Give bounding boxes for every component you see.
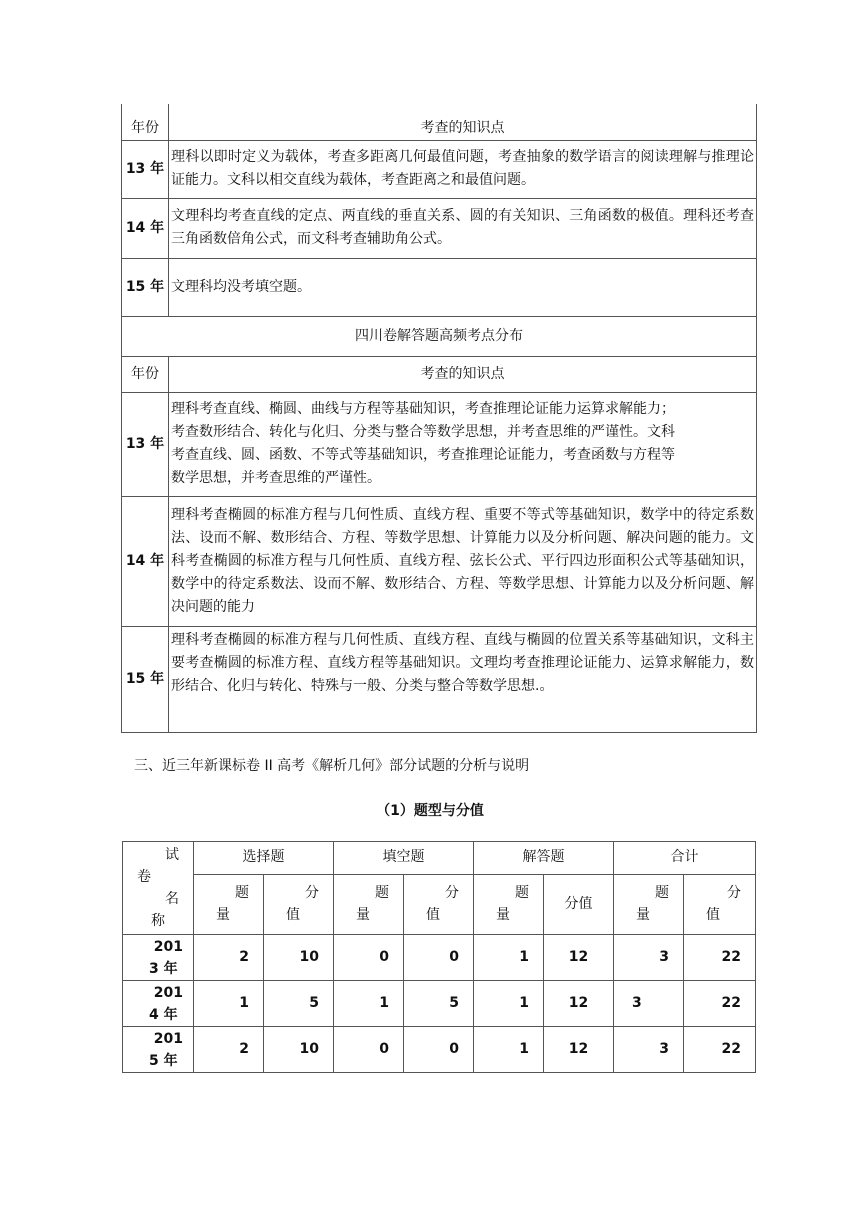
cell-value: 22 (684, 1027, 756, 1073)
score-header (264, 874, 334, 934)
header-knowledge-points: 考查的知识点 (169, 356, 757, 392)
table-row (122, 140, 757, 198)
cell-value: 22 (684, 981, 756, 1027)
label-char: 分 (305, 885, 319, 902)
score-header: 分值 (544, 874, 614, 934)
group-free-response: 解答题 (474, 842, 614, 875)
row-year: 14 年 (122, 198, 169, 258)
cell-value: 10 (264, 1027, 334, 1073)
label-char: 量 (636, 907, 650, 924)
row-year: 15 年 (122, 626, 169, 732)
cell-value: 3 (614, 981, 684, 1027)
table-row (123, 1027, 756, 1073)
cell-value: 12 (544, 981, 614, 1027)
cell-value: 2 (194, 1027, 264, 1073)
section-title-row (122, 316, 757, 356)
group-fill-blank: 填空题 (334, 842, 474, 875)
row-text (169, 392, 757, 496)
label-char: 题 (655, 885, 669, 902)
cell-value: 1 (474, 1027, 544, 1073)
text-line: 考查直线、圆、函数、不等式等基础知识，考查推理论证能力，考查函数与方程等 (171, 447, 675, 463)
row-year (123, 935, 194, 981)
row-text: 理科考查椭圆的标准方程与几何性质、直线方程、直线与椭圆的位置关系等基础知识，文科主要考查椭圆的标准方程、直线方程等基础知识。文理均考查推理论证能力、运算求解能力，数形结合、化归与转化、特殊与一般、分类与整合等数学思想.。 (169, 626, 757, 732)
year-part: 201 (153, 938, 183, 955)
label-char: 量 (496, 907, 510, 924)
table-row (122, 258, 757, 316)
row-text: 理科以即时定义为载体，考查多距离几何最值问题，考查抽象的数学语言的阅读理解与推理论证能力。文科以相交直线为载体，考查距离之和最值问题。 (169, 140, 757, 198)
label-char: 分 (445, 885, 459, 902)
cell-value: 0 (404, 935, 474, 981)
corner-char: 卷 (137, 869, 151, 885)
knowledge-points-table (121, 104, 757, 733)
paper-name-header (123, 842, 194, 935)
score-header-row (123, 842, 756, 875)
header-year: 年份 (122, 356, 169, 392)
qty-header (614, 874, 684, 934)
label-char: 量 (356, 907, 370, 924)
header-knowledge-points: 考查的知识点 (169, 104, 757, 140)
row-text: 文理科均没考填空题。 (169, 258, 757, 316)
label-char: 分 (727, 885, 741, 902)
cell-value: 12 (544, 935, 614, 981)
label-char: 量 (216, 907, 230, 924)
header-year: 年份 (122, 104, 169, 140)
cell-value: 1 (194, 981, 264, 1027)
table-row (122, 198, 757, 258)
label-char: 题 (515, 885, 529, 902)
year-part: 5 年 (149, 1052, 178, 1069)
cell-value: 0 (404, 1027, 474, 1073)
row-text: 理科考查椭圆的标准方程与几何性质、直线方程、重要不等式等基础知识，数学中的待定系数法、设而不解、数形结合、方程、等数学思想、计算能力以及分析问题、解决问题的能力。文科考查椭圆的标准方程与几何性质、直线方程、弦长公式、平行四边形面积公式等基础知识，数学中的待定系数法、设而不解、数形结合、方程、等数学思想、计算能力以及分析问题、解决问题的能力 (169, 496, 757, 626)
year-part: 3 年 (149, 960, 178, 977)
label-char: 题 (375, 885, 389, 902)
section-heading: 三、近三年新课标卷 II 高考《解析几何》部分试题的分析与说明 (134, 758, 530, 774)
row-text: 文理科均考查直线的定点、两直线的垂直关系、圆的有关知识、三角函数的极值。理科还考查三角函数倍角公式，而文科考查辅助角公式。 (169, 198, 757, 258)
qty-header (474, 874, 544, 934)
year-part: 201 (153, 1030, 183, 1047)
label-char: 值 (706, 907, 720, 924)
label-char: 题 (235, 885, 249, 902)
sub-heading: （1）题型与分值 (376, 803, 484, 819)
group-multiple-choice: 选择题 (194, 842, 334, 875)
corner-char: 名 (165, 891, 179, 907)
cell-value: 10 (264, 935, 334, 981)
table-row (122, 496, 757, 626)
row-year: 13 年 (122, 392, 169, 496)
score-header (404, 874, 474, 934)
cell-value: 0 (334, 1027, 404, 1073)
cell-value: 3 (614, 1027, 684, 1073)
cell-value: 2 (194, 935, 264, 981)
label-char: 值 (426, 907, 440, 924)
cell-value: 1 (474, 981, 544, 1027)
cell-value: 5 (404, 981, 474, 1027)
score-subheader-row (123, 874, 756, 934)
corner-char: 称 (151, 913, 165, 929)
table-row (123, 935, 756, 981)
text-line: 理科考查直线、椭圆、曲线与方程等基础知识，考查推理论证能力运算求解能力； (171, 401, 675, 417)
cell-value: 22 (684, 935, 756, 981)
score-header (684, 874, 756, 934)
table-row (122, 626, 757, 732)
row-year (123, 981, 194, 1027)
label-char: 值 (286, 907, 300, 924)
cell-value: 5 (264, 981, 334, 1027)
score-table (122, 841, 756, 1073)
corner-char: 试 (165, 847, 179, 863)
year-part: 4 年 (149, 1006, 178, 1023)
cell-value: 1 (474, 935, 544, 981)
group-total: 合计 (614, 842, 756, 875)
qty-header (334, 874, 404, 934)
row-year: 14 年 (122, 496, 169, 626)
year-part: 201 (153, 984, 183, 1001)
text-line: 数学思想，并考查思维的严谨性。 (171, 470, 381, 486)
row-year: 13 年 (122, 140, 169, 198)
row-year: 15 年 (122, 258, 169, 316)
qty-header (194, 874, 264, 934)
cell-value: 0 (334, 935, 404, 981)
table-header-row (122, 356, 757, 392)
row-year (123, 1027, 194, 1073)
cell-value: 1 (334, 981, 404, 1027)
table-row (123, 981, 756, 1027)
table-row (122, 392, 757, 496)
cell-value: 12 (544, 1027, 614, 1073)
cell-value: 3 (614, 935, 684, 981)
text-line: 考查数形结合、转化与化归、分类与整合等数学思想，并考查思维的严谨性。文科 (171, 424, 675, 440)
table-header-row (122, 104, 757, 140)
section-title: 四川卷解答题高频考点分布 (122, 316, 757, 356)
